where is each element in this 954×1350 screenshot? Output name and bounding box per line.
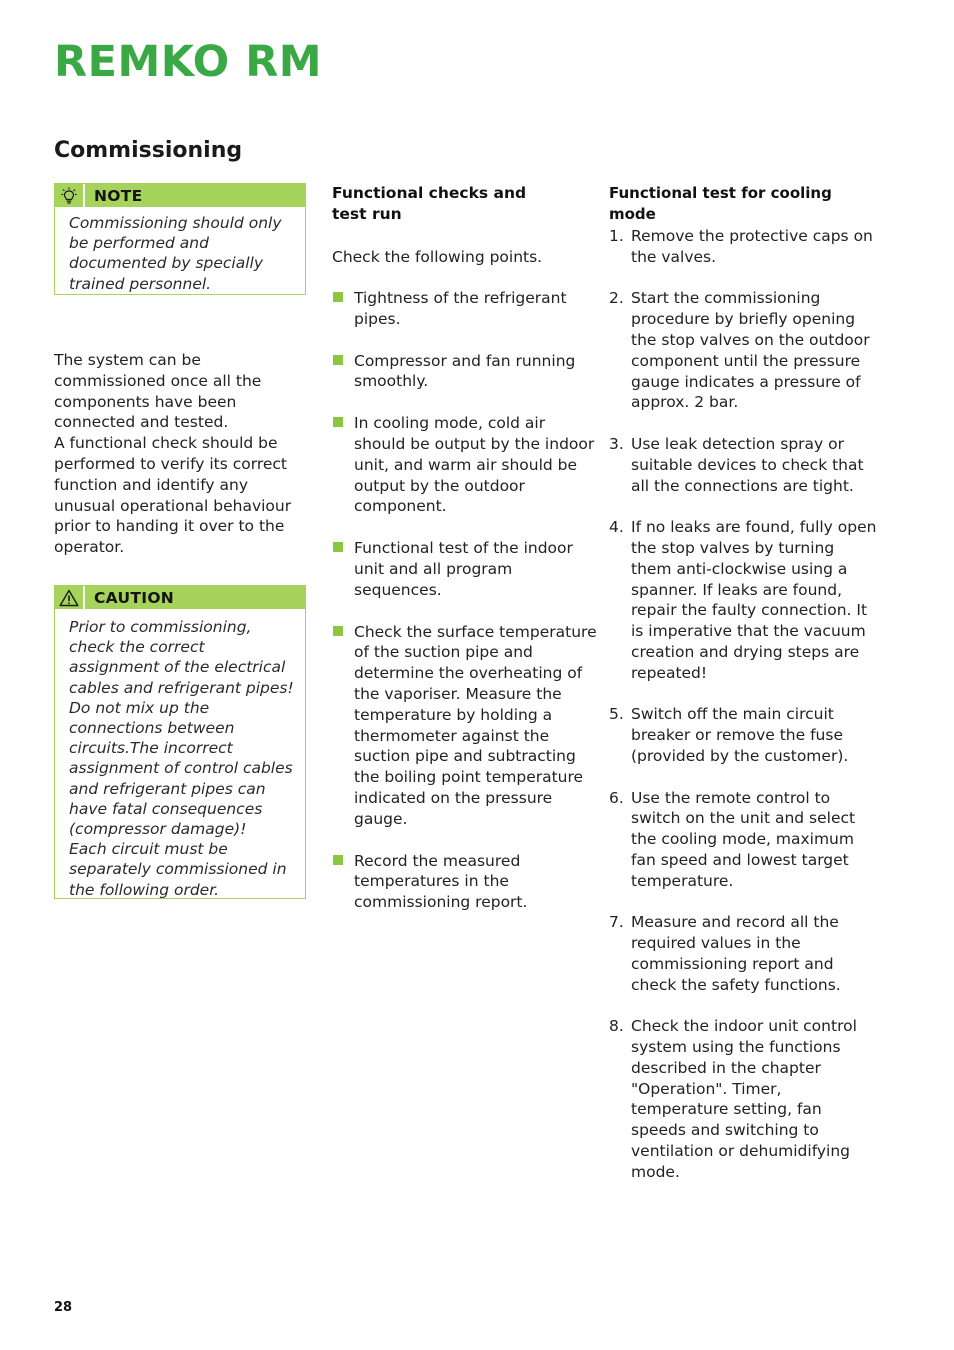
step-item [609, 288, 879, 413]
functional-checks-lead: Check the following points. [332, 248, 543, 266]
list-item [332, 413, 597, 517]
list-item-text: Tightness of the refrigerant pipes. [354, 289, 567, 328]
intro-text [54, 350, 304, 558]
page-number: 28 [54, 1300, 73, 1315]
step-text: Check the indoor unit control system using the functions described in the chapter "Operation". Timer, temperature setting, fan speeds and switching to ventilation or dehumidifying mode. [631, 1017, 857, 1181]
step-number: 8. [609, 1017, 624, 1036]
list-item-text: In cooling mode, cold air should be output by the indoor unit, and warm air should be output by the outdoor component. [354, 414, 595, 516]
list-item [332, 288, 597, 330]
step-number: 3. [609, 434, 624, 453]
list-item [332, 351, 597, 393]
lightbulb-icon [55, 184, 85, 207]
step-item [609, 226, 879, 268]
step-number: 4. [609, 518, 624, 537]
intro-paragraph: The system can be commissioned once all the components have been connected and tested. [54, 351, 262, 432]
bullet-square-icon [333, 855, 343, 865]
functional-checks-heading: Functional checks and test run [332, 184, 527, 223]
step-text: Remove the protective caps on the valves. [631, 227, 873, 266]
caution-header [55, 586, 305, 609]
caution-body [55, 609, 305, 900]
step-item [609, 912, 879, 995]
warning-triangle-icon [55, 586, 85, 609]
note-body [55, 207, 305, 294]
list-item-text: Check the surface temperature of the suction pipe and determine the overheating of the vaporiser. Measure the temperature by holding a thermometer against the suction pipe and subtracting the boiling point temperature indicated on the pressure gauge. [354, 622, 597, 828]
step-item [609, 517, 879, 683]
list-item-text: Record the measured temperatures in the commissioning report. [354, 851, 528, 912]
step-text: Use the remote control to switch on the unit and select the cooling mode, maximum fan speed and lowest target temperature. [631, 788, 856, 890]
caution-line: Do not mix up the connections between circuits.The incorrect assignment of control cables and refrigerant pipes can have fatal consequences (compressor damage)! [69, 698, 293, 839]
step-item [609, 434, 879, 496]
bullet-square-icon [333, 417, 343, 427]
bullet-square-icon [333, 355, 343, 365]
list-item [332, 622, 597, 830]
bullet-square-icon [333, 626, 343, 636]
step-text: Measure and record all the required values in the commissioning report and check the safety functions. [631, 913, 841, 994]
step-item [609, 1016, 879, 1182]
step-number: 5. [609, 705, 624, 724]
step-text: Start the commissioning procedure by briefly opening the stop valves on the outdoor component until the pressure gauge indicates a pressure of approx. 2 bar. [631, 289, 870, 412]
functional-checks-list [332, 288, 597, 934]
cooling-test-steps [609, 226, 879, 1203]
brand-title: REMKO RM [54, 37, 323, 87]
list-item-text: Compressor and fan running smoothly. [354, 351, 576, 391]
note-box [54, 183, 306, 295]
step-number: 6. [609, 788, 624, 807]
step-number: 1. [609, 227, 624, 245]
note-title: NOTE [94, 186, 143, 205]
bullet-square-icon [333, 542, 343, 552]
caution-line: Each circuit must be separately commissioned in the following order. [69, 840, 287, 899]
caution-line: Prior to commissioning, check the correct assignment of the electrical cables and refrigerant pipes! [69, 618, 294, 697]
note-text: Commissioning should only be performed and documented by specially trained personnel. [69, 214, 282, 293]
note-header [55, 184, 305, 207]
step-item [609, 704, 879, 766]
step-number: 2. [609, 289, 624, 308]
caution-title: CAUTION [94, 588, 175, 607]
caution-box [54, 585, 306, 899]
list-item [332, 851, 597, 913]
step-text: Use leak detection spray or suitable devices to check that all the connections are tight. [631, 434, 864, 495]
section-title: Commissioning [54, 138, 243, 163]
intro-paragraph: A functional check should be performed to verify its correct function and identify any unusual operational behaviour prior to handing it over to the operator. [54, 434, 292, 557]
step-number: 7. [609, 913, 624, 932]
list-item [332, 538, 597, 600]
step-text: Switch off the main circuit breaker or remove the fuse (provided by the customer). [631, 705, 849, 765]
step-item [609, 788, 879, 892]
cooling-test-heading: Functional test for cooling mode [609, 184, 832, 223]
list-item-text: Functional test of the indoor unit and all program sequences. [354, 539, 573, 599]
step-text: If no leaks are found, fully open the stop valves by turning them anti-clockwise using a spanner. If leaks are found, repair the faulty connection. It is imperative that the vacuum creation and drying steps are repeated! [631, 518, 877, 682]
bullet-square-icon [333, 292, 343, 302]
